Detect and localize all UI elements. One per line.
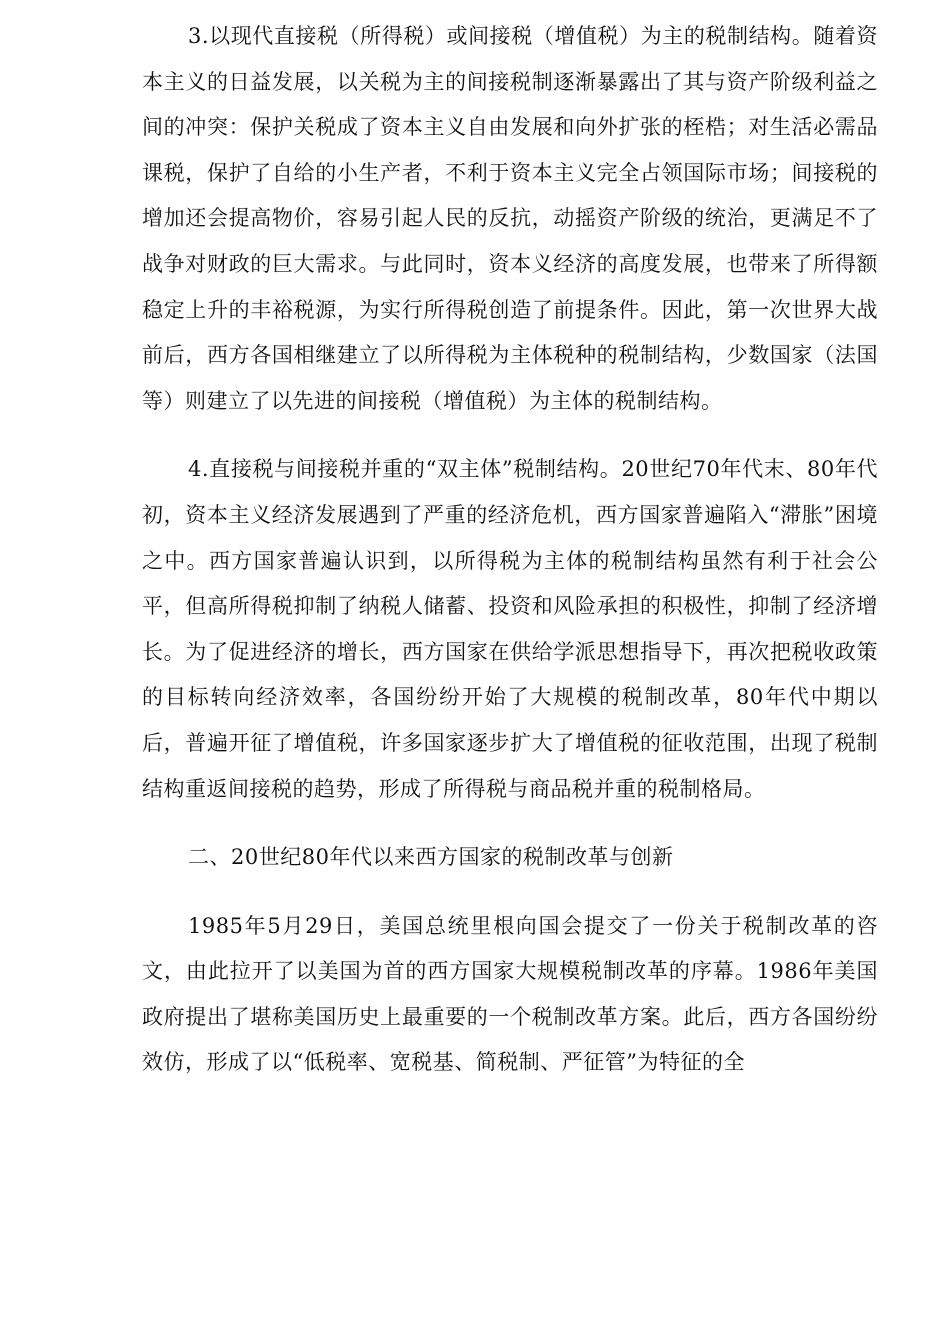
document-page — [142, 14, 878, 1109]
paragraph-tax-structure-modern: 3.以现代直接税（所得税）或间接税（增值税）为主的税制结构。随着资本主义的日益发展，以关税为主的间接税制逐渐暴露出了其与资产阶级利益之间的冲突：保护关税成了资本主义自由发展和向外扩张的桎梏；对生活必需品课税，保护了自给的小生产者，不利于资本主义完全占领国际市场；间接税的增加还会提高物价，容易引起人民的反抗，动摇资产阶级的统治，更满足不了战争对财政的巨大需求。与此同时，资本义经济的高度发展，也带来了所得额稳定上升的丰裕税源，为实行所得税创造了前提条件。因此，第一次世界大战前后，西方各国相继建立了以所得税为主体税种的税制结构，少数国家（法国等）则建立了以先进的间接税（增值税）为主体的税制结构。 — [142, 24, 878, 413]
paragraph-reform-1985: 1985年5月29日，美国总统里根向国会提交了一份关于税制改革的咨文，由此拉开了以美国为首的西方国家大规模税制改革的序幕。1986年美国政府提出了堪称美国历史上最重要的一个税制改革方案。此后，西方各国纷纷效仿，形成了以“低税率、宽税基、简税制、严征管”为特征的全 — [142, 913, 878, 1075]
paragraph-dual-main-structure: 4.直接税与间接税并重的“双主体”税制结构。20世纪70年代末、80年代初，资本主义经济发展遇到了严重的经济危机，西方国家普遍陷入“滞胀”困境之中。西方国家普遍认识到，以所得税为主体的税制结构虽然有利于社会公平，但高所得税抑制了纳税人储蓄、投资和风险承担的积极性，抑制了经济增长。为了促进经济的增长，西方国家在供给学派思想指导下，再次把税收政策的目标转向经济效率，各国纷纷开始了大规模的税制改革，80年代中期以后，普遍开征了增值税，许多国家逐步扩大了增值税的征收范围，出现了税制结构重返间接税的趋势，形成了所得税与商品税并重的税制格局。 — [142, 457, 878, 801]
section-heading: 二、20世纪80年代以来西方国家的税制改革与创新 — [188, 845, 674, 870]
